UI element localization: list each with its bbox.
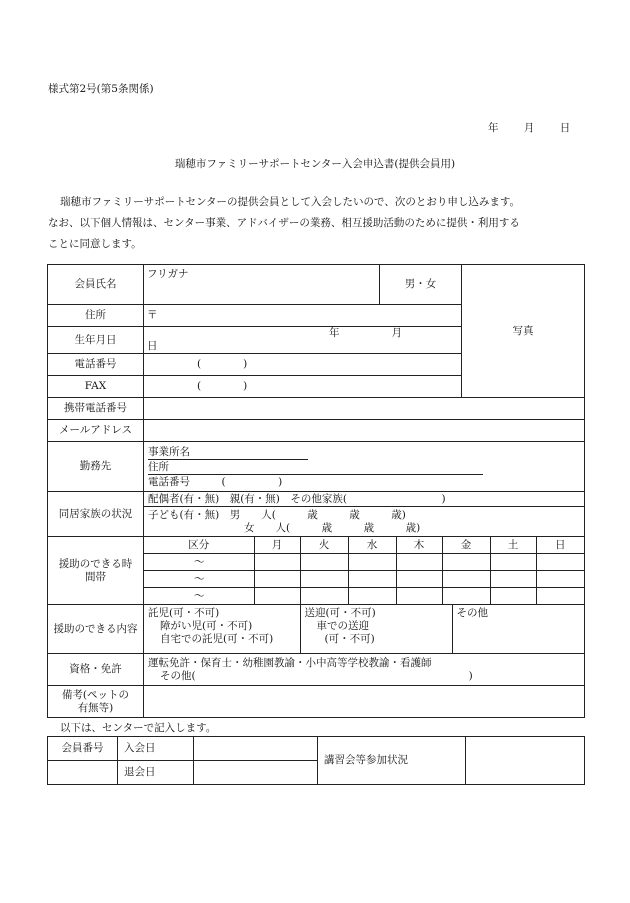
schedule-cell-tue[interactable]: [300, 588, 348, 605]
email-label: メールアドレス: [48, 420, 144, 442]
schedule-header-tue: 火: [300, 537, 348, 554]
schedule-cell-sun[interactable]: [536, 554, 584, 571]
join-date-label: 入会日: [118, 737, 194, 761]
schedule-cell-thu[interactable]: [396, 554, 442, 571]
schedule-cell-mon[interactable]: [254, 554, 300, 571]
schedule-cell-mon[interactable]: [254, 588, 300, 605]
workplace-label: 勤務先: [48, 442, 144, 492]
schedule-cell-tue[interactable]: [300, 554, 348, 571]
phone-field[interactable]: [144, 354, 462, 376]
submission-date: [488, 120, 570, 135]
fax-field[interactable]: [144, 376, 462, 398]
schedule-cell-sat[interactable]: [490, 554, 536, 571]
family-line-2: 子ども(有・無) 男 人( 歳 歳 歳): [148, 508, 406, 521]
schedule-time-range[interactable]: 〜: [194, 572, 205, 585]
qualifications-field[interactable]: [144, 654, 585, 686]
birthdate-label: 生年月日: [48, 327, 144, 354]
schedule-cell-sat[interactable]: [490, 571, 536, 588]
schedule-header-sun: 日: [536, 537, 584, 554]
family-children-field[interactable]: [144, 507, 585, 537]
intro-line-1: 瑞穂市ファミリーサポートセンターの提供会員として入会したいので、次のとおり申し込みます。: [60, 196, 521, 208]
leave-date-label: 退会日: [118, 761, 194, 785]
phone-area-paren: ( ): [197, 358, 248, 370]
qualifications-label: 資格・免許: [48, 654, 144, 686]
assistance-content-grid: [144, 605, 630, 653]
schedule-cell-wed[interactable]: [348, 554, 396, 571]
address-field[interactable]: [144, 305, 462, 327]
application-form-table: [47, 264, 585, 718]
intro-line-2: なお、以下個人情報は、センター事業、アドバイザーの業務、相互援助活動のために提供・利用する: [48, 217, 520, 229]
workplace-field[interactable]: [144, 442, 585, 492]
schedule-header-category: 区分: [188, 538, 210, 551]
page-title: 瑞穂市ファミリーサポートセンター入会申込書(提供会員用): [174, 158, 456, 170]
workplace-address: 住所: [148, 460, 483, 475]
date-year-label: 年: [488, 122, 499, 134]
qualifications-line-1: 運転免許・保育士・幼稚園教諭・小中高等学校教諭・看護師: [148, 656, 432, 669]
remarks-field[interactable]: [144, 686, 585, 718]
remarks-label-1: 備考(ペットの: [61, 688, 130, 701]
family-line-1[interactable]: 配偶者(有・無) 親(有・無) その他家族( ): [144, 492, 585, 507]
schedule-cell-wed[interactable]: [348, 571, 396, 588]
transport-options[interactable]: [300, 605, 452, 653]
address-label: 住所: [48, 305, 144, 327]
birth-day-label: 日: [147, 340, 158, 352]
transport-option-1: 送迎(可・不可): [304, 607, 376, 619]
schedule-header-fri: 金: [442, 537, 490, 554]
other-assistance-field[interactable]: [452, 605, 630, 653]
schedule-cell-sat[interactable]: [490, 588, 536, 605]
schedule-grid: [144, 537, 584, 604]
office-use-note: 以下は、センターで記入します。: [60, 722, 217, 734]
seminar-attendance-label: 講習会等参加状況: [318, 737, 466, 785]
member-name-field[interactable]: [144, 265, 380, 305]
schedule-cell-sun[interactable]: [536, 588, 584, 605]
qualifications-line-2: その他( ): [160, 669, 473, 682]
schedule-cell-sun[interactable]: [536, 571, 584, 588]
transport-option-3: (可・不可): [324, 633, 375, 645]
workplace-office-name: 事業所名: [148, 445, 308, 460]
remarks-label-2: 有無等): [77, 701, 114, 714]
birth-month-label: 月: [391, 327, 402, 339]
schedule-row: [144, 554, 584, 571]
remarks-label: [48, 686, 144, 718]
schedule-row: [144, 571, 584, 588]
workplace-phone: 電話番号 ( ): [148, 475, 283, 488]
form-number: 様式第2号(第5条関係): [48, 83, 154, 95]
date-day-label: 日: [559, 122, 571, 134]
schedule-row: [144, 588, 584, 605]
care-option-1: 託児(可・不可): [148, 607, 220, 619]
transport-option-2: 車での送迎: [316, 620, 369, 632]
schedule-cell-tue[interactable]: [300, 571, 348, 588]
available-time-label-2: 間帯: [85, 570, 106, 583]
seminar-attendance-field[interactable]: [466, 737, 585, 785]
member-name-label: 会員氏名: [48, 265, 144, 305]
mobile-label: 携帯電話番号: [48, 398, 144, 420]
care-option-2: 障がい児(可・不可): [160, 620, 253, 632]
email-field[interactable]: [144, 420, 585, 442]
available-time-label-1: 援助のできる時: [58, 557, 133, 570]
intro-line-3: ことに同意します。: [48, 238, 142, 250]
assistance-content-cell: [144, 605, 585, 654]
intro-text: [48, 192, 588, 255]
schedule-cell-wed[interactable]: [348, 588, 396, 605]
gender-field[interactable]: 男・女: [380, 265, 462, 305]
join-date-field[interactable]: [194, 737, 318, 761]
member-number-label: 会員番号: [48, 737, 118, 761]
date-month-label: 月: [523, 122, 535, 134]
furigana-label: フリガナ: [147, 268, 189, 280]
birth-year-label: 年: [329, 327, 340, 339]
fax-label: FAX: [48, 376, 144, 398]
phone-label: 電話番号: [48, 354, 144, 376]
schedule-time-range[interactable]: 〜: [194, 589, 205, 602]
schedule-cell-mon[interactable]: [254, 571, 300, 588]
photo-box: 写真: [462, 265, 585, 398]
childcare-options[interactable]: [144, 605, 300, 653]
mobile-field[interactable]: [144, 398, 585, 420]
member-number-field[interactable]: [48, 761, 118, 785]
fax-area-paren: ( ): [197, 380, 248, 392]
schedule-cell-thu[interactable]: [396, 588, 442, 605]
schedule-header-wed: 水: [348, 537, 396, 554]
leave-date-field[interactable]: [194, 761, 318, 785]
schedule-cell-fri[interactable]: [442, 554, 490, 571]
birthdate-field[interactable]: [144, 327, 462, 354]
other-assistance-label: その他: [456, 607, 488, 619]
schedule-time-range[interactable]: 〜: [194, 555, 205, 568]
available-time-label: [48, 537, 144, 605]
schedule-cell: [144, 537, 585, 605]
care-option-3: 自宅での託児(可・不可): [160, 633, 274, 645]
family-line-3: 女 人( 歳 歳 歳): [244, 521, 421, 534]
schedule-cell-thu[interactable]: [396, 571, 442, 588]
schedule-header-thu: 木: [396, 537, 442, 554]
schedule-header-sat: 土: [490, 537, 536, 554]
schedule-header-mon: 月: [254, 537, 300, 554]
postal-mark: 〒: [147, 309, 158, 321]
assistance-content-label: 援助のできる内容: [48, 605, 144, 654]
office-use-table: [47, 736, 585, 785]
family-label: 同居家族の状況: [48, 492, 144, 537]
schedule-cell-fri[interactable]: [442, 571, 490, 588]
schedule-cell-fri[interactable]: [442, 588, 490, 605]
